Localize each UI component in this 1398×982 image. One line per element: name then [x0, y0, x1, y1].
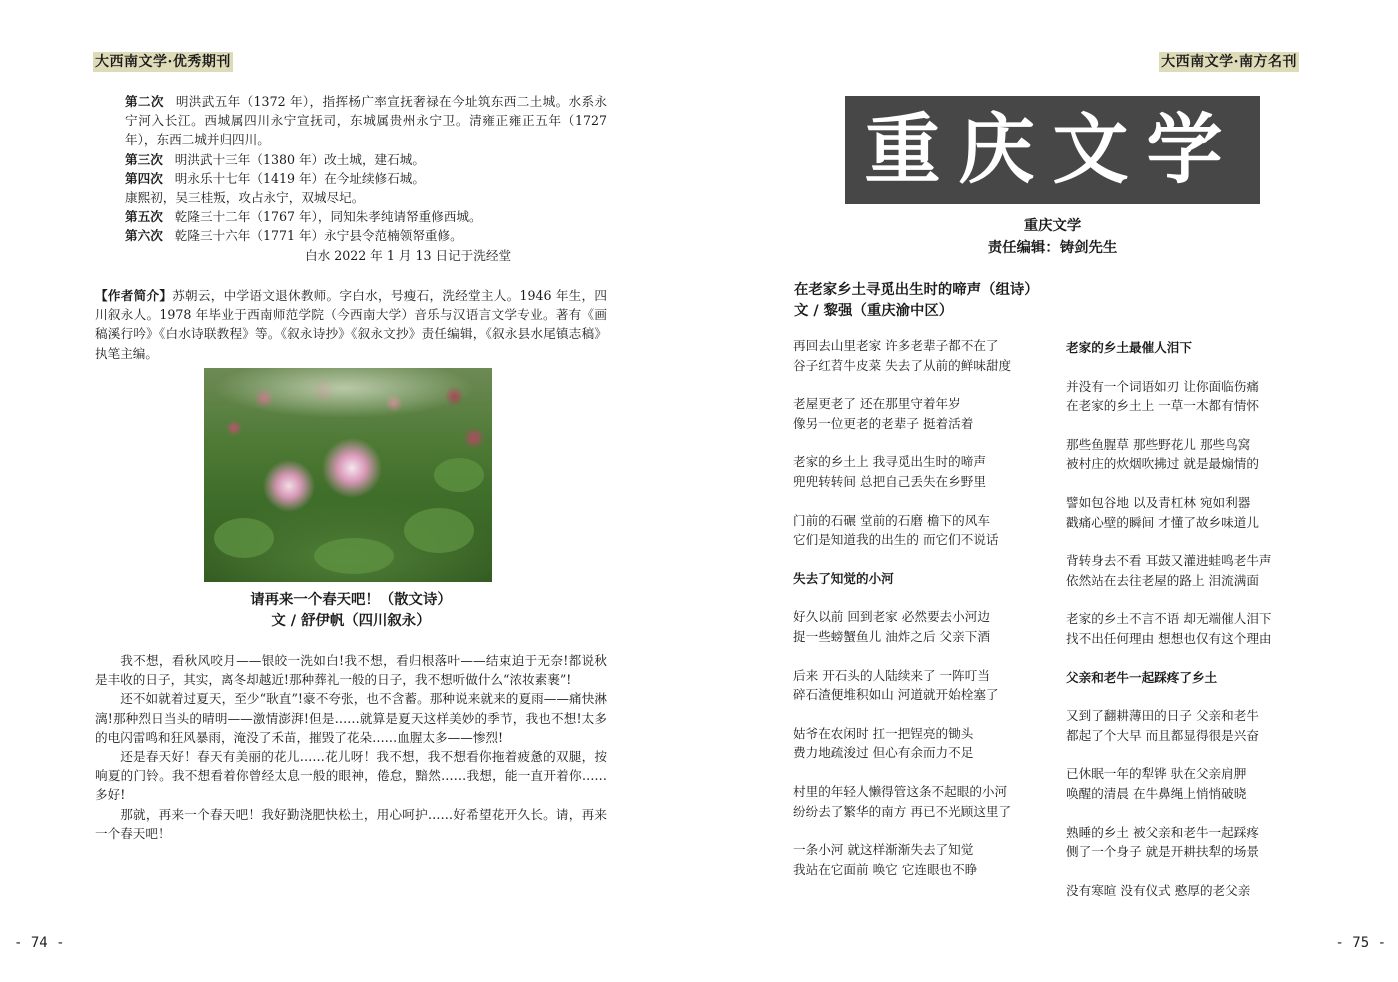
history-section [95, 92, 607, 265]
history-line [95, 150, 607, 169]
poem-stanza [793, 782, 1055, 821]
right-page-number: - 75 - [1335, 935, 1386, 951]
poem-subtitle: 老家的乡土最催人泪下 [1066, 340, 1192, 355]
poem-line: 戳痛心壁的瞬间 才懂了故乡味道儿 [1066, 514, 1259, 530]
poem-line: 侧了一个身子 就是开耕扶犁的场景 [1066, 844, 1259, 860]
poem-line: 老屋更老了 还在那里守着年岁 [793, 396, 961, 412]
editor-credit: 责任编辑：铸剑先生 [987, 240, 1118, 256]
poem-subtitle: 父亲和老牛一起踩疼了乡土 [1066, 669, 1218, 685]
chongqing-literature-masthead [845, 96, 1260, 204]
poem-stanza [1066, 493, 1311, 532]
poem-line: 那些鱼腥草 那些野花儿 那些鸟窝 [1066, 436, 1251, 452]
poem-line: 村里的年轻人懒得管这条不起眼的小河 [793, 783, 1008, 799]
poem-line: 没有寒暄 没有仪式 憨厚的老父亲 [1066, 882, 1251, 898]
poem-author: 文 / 黎强（重庆渝中区） [794, 303, 954, 319]
bio-label: 【作者简介】 [95, 288, 173, 303]
poem-line: 老家的乡土不言不语 却无端催人泪下 [1066, 611, 1272, 627]
poem-line: 并没有一个词语如刃 让你面临伤痛 [1066, 378, 1259, 394]
poem-line: 找不出任何理由 想想也仅有这个理由 [1066, 630, 1272, 646]
poem-line: 谷子红苕牛皮菜 失去了从前的鲜味甜度 [793, 357, 1012, 373]
essay-author: 文 / 舒伊帆（四川叙永） [271, 613, 431, 629]
poem-line: 我站在它面前 唤它 它连眼也不睁 [793, 861, 978, 877]
poem-line: 费力地疏浚过 但心有余而力不足 [793, 745, 974, 761]
signature-line: 白水 2022 年 1 月 13 日记于洗经堂 [305, 247, 512, 263]
essay-body [95, 651, 607, 843]
history-text: 明永乐十七年（1419 年）在今址续修石城。 [174, 170, 425, 186]
essay-paragraph: 那就，再来一个春天吧！我好勤浇肥快松土，用心呵护……好希望花开久长。请，再来一个春天吧！ [95, 806, 607, 841]
poem-line: 熟睡的乡土 被父亲和老牛一起踩疼 [1066, 824, 1259, 840]
poem-line: 依然站在去往老屋的路上 泪流满面 [1066, 572, 1259, 588]
essay-paragraph: 还是春天好！春天有美丽的花儿……花儿呀！我不想，我不想看你拖着疲惫的双腿，按响夏的门铃。我不想看着你曾经太息一般的眼神，倦怠，黯然……我想，能一直开着你……多好! [95, 749, 607, 803]
poem-line: 纷纷去了繁华的南方 再已不光顾这里了 [793, 803, 1012, 819]
poem-line: 姑爷在农闲时 扛一把锃亮的锄头 [793, 725, 974, 741]
poem-line: 譬如包谷地 以及青杠林 宛如利器 [1066, 494, 1251, 510]
poem-stanza [1066, 823, 1311, 862]
poem-stanza [793, 336, 1055, 375]
poem-stanza [793, 724, 1055, 763]
history-label: 第四次 [125, 170, 163, 186]
photo-leaf [404, 508, 474, 553]
history-label: 第五次 [125, 209, 163, 225]
poem-line: 好久以前 回到老家 必然要去小河边 [793, 609, 990, 625]
photo-leaf [434, 458, 484, 492]
history-text: 乾隆三十二年（1767 年），同知朱孝纯请帑重修西城。 [174, 209, 482, 225]
left-header-tag: 大西南文学·优秀期刊 [95, 54, 231, 70]
poem-stanza [1066, 609, 1311, 648]
poem-stanza [793, 511, 1055, 550]
history-line [95, 92, 607, 150]
photo-leaf [214, 518, 274, 558]
poem-line: 一条小河 就这样渐渐失去了知觉 [793, 842, 974, 858]
left-page-number: - 74 - [14, 935, 65, 951]
poem-group-title: 在老家乡土寻觅出生时的啼声（组诗） [794, 282, 1039, 298]
poem-column-right [1066, 338, 1311, 919]
poem-stanza [793, 840, 1055, 879]
poem-line: 像另一位更老的老辈子 挺着活着 [793, 415, 974, 431]
poem-line: 老家的乡土上 我寻觅出生时的啼声 [793, 454, 986, 470]
essay-paragraph: 我不想，看秋风咬月——银皎一洗如白!我不想，看归根落叶——结束迫于无奈!都说秋是丰收的日子，其实，离冬却越近!那种葬礼一般的日子，我不想听做什么“浓妆素裹”! [95, 653, 607, 688]
history-text: 明洪武五年（1372 年），指挥杨广率宣抚奢禄在今址筑东西二土城。水系永宁河入长江。西城属四川永宁宣抚司，东城属贵州永宁卫。清雍正雍正五年（1727 年），东西二城并归四川。 [125, 94, 608, 148]
poem-line: 再回去山里老家 许多老辈子都不在了 [793, 338, 999, 353]
history-line [95, 226, 607, 245]
poem-stanza [1066, 435, 1311, 474]
photo-leaf [314, 538, 394, 574]
poem-line: 已休眠一年的犁铧 驮在父亲肩胛 [1066, 766, 1247, 782]
poem-stanza [793, 452, 1055, 491]
columbine-flower-photo [204, 368, 492, 582]
poem-stanza [793, 394, 1055, 433]
poem-stanza [1066, 551, 1311, 590]
masthead-caption: 重庆文学 [1023, 218, 1082, 234]
poem-line: 在老家的乡土上 一草一木都有情怀 [1066, 398, 1259, 414]
poem-stanza [1066, 377, 1311, 416]
essay-paragraph: 还不如就着过夏天，至少“耿直”!豪不夸张，也不含蓄。那种说来就来的夏雨——痛快淋漓!那种烈日当头的晴明——激情澎湃!但是……就算是夏天这样美妙的季节，我也不想!太多的电闪雷鸣和狂风暴雨，淹没了禾苗，摧毁了花朵……血腥太多——惨烈! [95, 691, 607, 745]
poem-line: 捉一些螃蟹鱼儿 油炸之后 父亲下酒 [793, 628, 990, 644]
poem-line: 被村庄的炊烟吹拂过 就是最煽情的 [1066, 456, 1259, 472]
poem-line: 兜兜转转间 总把自己丢失在乡野里 [793, 473, 986, 489]
poem-stanza [793, 607, 1055, 646]
history-label: 第三次 [125, 151, 163, 167]
masthead-calligraphy: 重庆文学 [864, 105, 1241, 194]
poem-line: 都起了个大早 而且都显得很是兴奋 [1066, 727, 1259, 743]
poem-stanza [793, 666, 1055, 705]
poem-line: 碎石渣便堆积如山 河道就开始栓塞了 [793, 687, 999, 703]
history-text: 乾隆三十六年（1771 年）永宁县令范楠领帑重修。 [174, 228, 463, 244]
poem-line: 后来 开石头的人陆续来了 一阵叮当 [793, 667, 990, 683]
poem-line: 背转身去不看 耳鼓又灌进蛙鸣老牛声 [1066, 553, 1272, 569]
right-header-tag: 大西南文学·南方名刊 [1161, 54, 1297, 70]
poem-subtitle: 失去了知觉的小河 [793, 570, 894, 586]
poem-line: 门前的石碾 堂前的石磨 檐下的风车 [793, 512, 990, 528]
author-bio [95, 286, 607, 363]
poem-stanza [1066, 881, 1311, 901]
poem-stanza [1066, 706, 1311, 745]
poem-line: 唤醒的清晨 在牛鼻绳上悄悄破晓 [1066, 785, 1247, 801]
history-line [95, 169, 607, 188]
poem-stanza [1066, 764, 1311, 803]
history-text: 康熙初，吴三桂叛，攻占永宁，双城尽圮。 [125, 190, 365, 206]
history-text: 明洪武十三年（1380 年）改土城，建石城。 [174, 151, 425, 167]
essay-title: 请再来一个春天吧！（散文诗） [250, 592, 452, 608]
history-label: 第二次 [125, 94, 164, 109]
history-line [95, 207, 607, 226]
poem-column-left [793, 336, 1055, 898]
poem-line: 它们是知道我的出生的 而它们不说话 [793, 532, 999, 548]
history-label: 第六次 [125, 228, 163, 244]
history-line [95, 188, 607, 207]
poem-line: 又到了翻耕薄田的日子 父亲和老牛 [1066, 708, 1259, 724]
bio-text: 苏朝云，中学语文退休教师。字白水，号瘦石，洗经堂主人。1946 年生，四川叙永人。1978 年毕业于西南师范学院（今西南大学）音乐与汉语言文学专业。著有《画稿溪行吟》《白水诗联教程》等。《叙永诗抄》《叙永文抄》责任编辑，《叙永县水尾镇志稿》执笔主编。 [95, 288, 607, 361]
